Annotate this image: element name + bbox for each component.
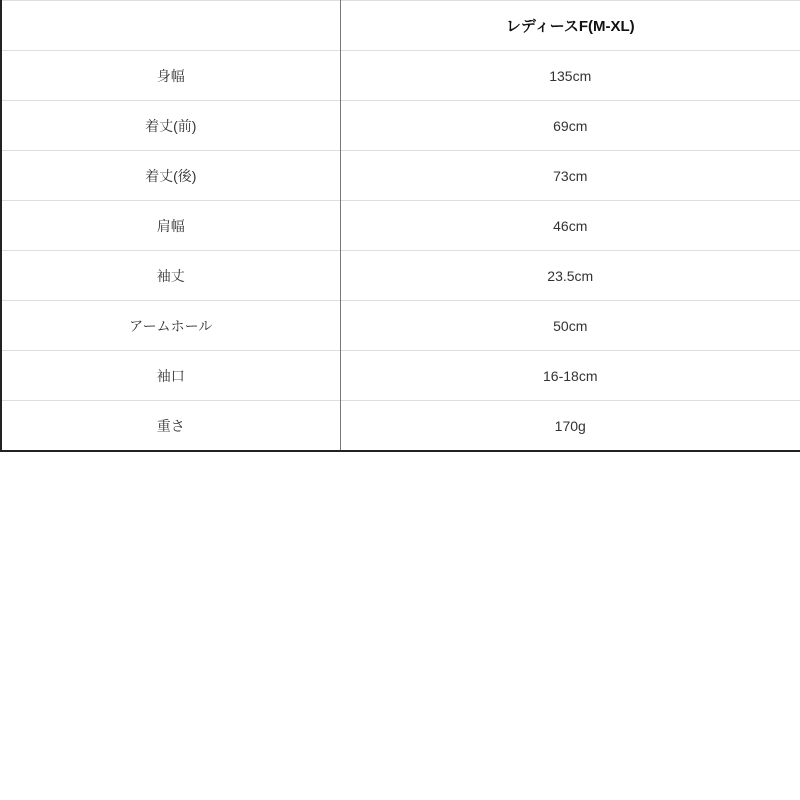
row-value-sleeve-length: 23.5cm <box>340 251 800 301</box>
row-value-shoulder-width: 46cm <box>340 201 800 251</box>
table-row <box>1 151 800 201</box>
row-label-sleeve-length: 袖丈 <box>1 251 340 301</box>
row-label-shoulder-width: 肩幅 <box>1 201 340 251</box>
row-label-weight: 重さ <box>1 401 340 452</box>
row-value-weight: 170g <box>340 401 800 452</box>
table-header-row <box>1 1 800 51</box>
row-label-cuff: 袖口 <box>1 351 340 401</box>
header-cell-size-column: レディースF(M-XL) <box>340 1 800 51</box>
row-label-length-front: 着丈(前) <box>1 101 340 151</box>
table-row <box>1 401 800 452</box>
row-label-body-width: 身幅 <box>1 51 340 101</box>
header-cell-empty <box>1 1 340 51</box>
row-label-armhole: アームホール <box>1 301 340 351</box>
table-row <box>1 301 800 351</box>
row-value-length-back: 73cm <box>340 151 800 201</box>
row-value-body-width: 135cm <box>340 51 800 101</box>
row-label-length-back: 着丈(後) <box>1 151 340 201</box>
table-row <box>1 351 800 401</box>
table-row <box>1 251 800 301</box>
row-value-length-front: 69cm <box>340 101 800 151</box>
table-row <box>1 51 800 101</box>
row-value-armhole: 50cm <box>340 301 800 351</box>
row-value-cuff: 16-18cm <box>340 351 800 401</box>
table-row <box>1 201 800 251</box>
table-row <box>1 101 800 151</box>
